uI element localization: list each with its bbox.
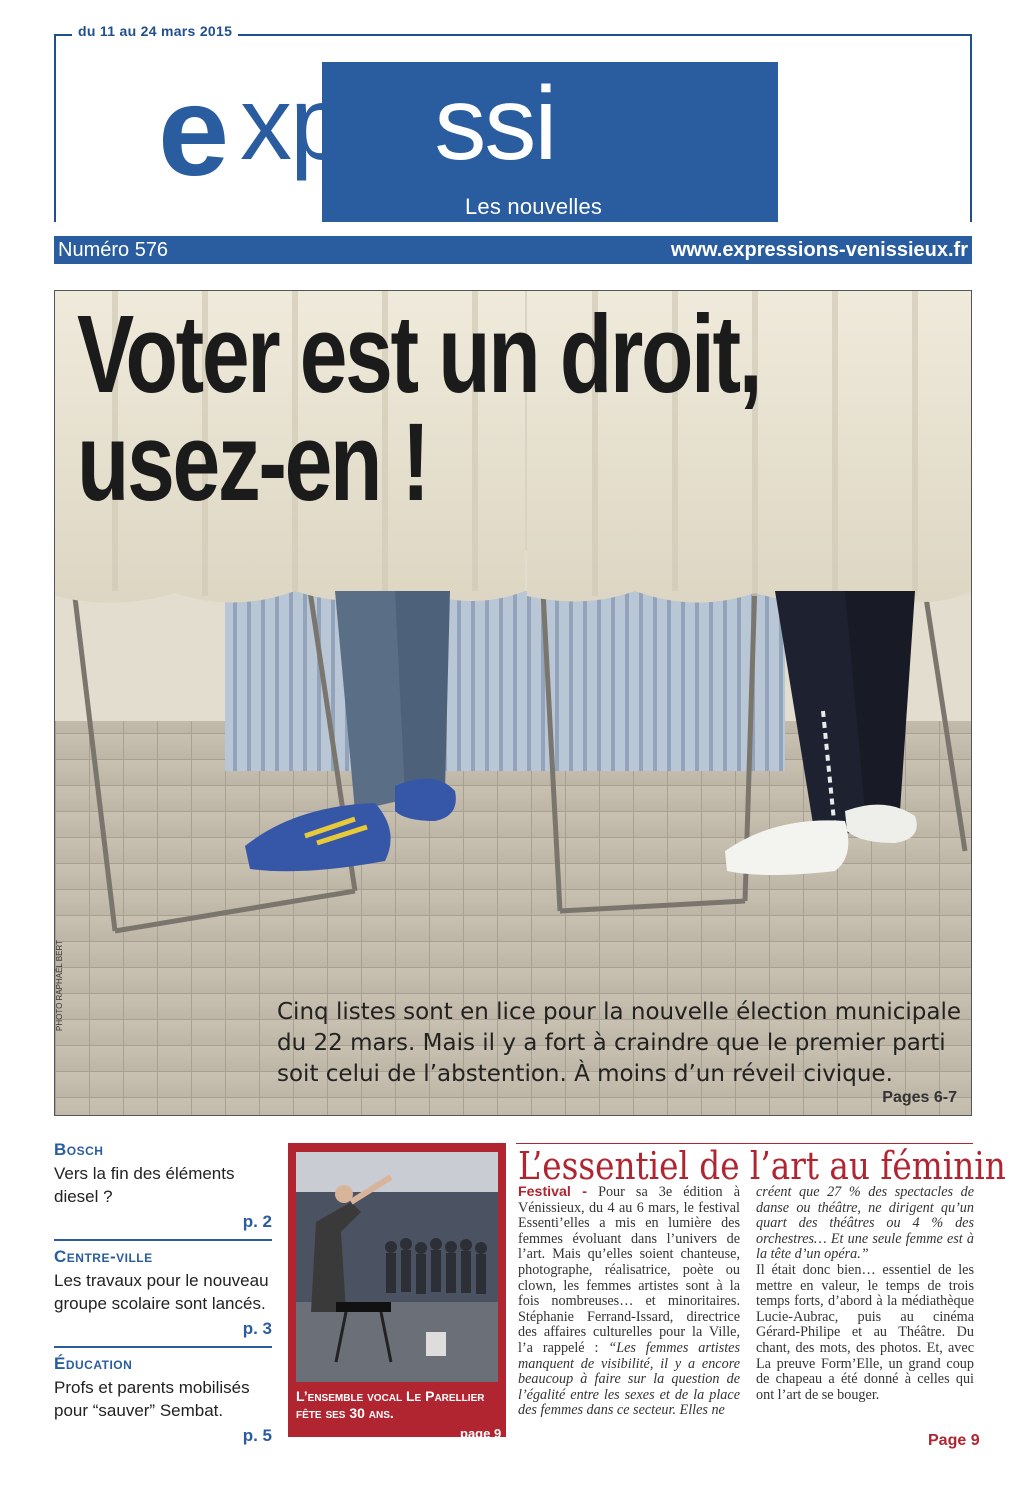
brief-text: Profs et parents mobilisés pour “sauver” Sembat. [54,1378,250,1420]
brief-title: Centre-ville [54,1247,153,1266]
hero-page-ref[interactable]: Pages 6-7 [882,1089,957,1106]
choir-photo [296,1152,498,1382]
logo-part-1: xpre [240,66,435,182]
tagline-part-1: Les nouvelles [465,194,603,219]
headline-line-2: usez-en ! [77,400,428,524]
photo-credit: PHOTO RAPHAËL BERT [55,940,64,1031]
choir-illustration [296,1152,498,1382]
article-kicker: Festival - [518,1184,588,1200]
article-col2-quote: créent que 27 % des spectacles de danse ou théâtre, ne dirigent qu’un quart des théâtres ou 4 % des orchestres… Et une seule femme est à la tête d’un opéra.” [756,1184,974,1263]
feature-caption [296,1388,500,1422]
briefs-column [54,1140,272,1446]
logo-part-3: ons [555,66,718,182]
brief-text: Les travaux pour le nouveau groupe scolaire sont lancés. [54,1271,269,1313]
logo-letter-e: e [158,60,226,203]
article-col1-text: Pour sa 3e édition à Vénissieux, du 4 au 6 mars, le festival Essenti’elles a mis en lumière des femmes évoluant dans l’univers de l’art. Mais qu’elles soient chanteuse, photographe, réalisatrice, poète ou clown, les femmes artistes sont à la fois nombreuses… et minoritaires. Stéphanie Ferrand-Issard, directrice des affaires culturelles pour la Ville, l’a rappelé : [518,1184,740,1356]
brief-page: p. 2 [242,1212,272,1231]
brief-title: Bosch [54,1140,104,1159]
brief-education[interactable] [54,1354,272,1446]
article-col2-text: Il était donc bien… essentiel de les mettre en valeur, le temps de trois temps forts, d’abord à la médiathèque Lucie-Aubrac, puis au cinéma Gérard-Philipe et au Théâtre. Du chant, des mots, des photos. Et, avec La preuve Form’Elle, un grand coup de chapeau a été donné à celles qui ont l’art de se bouger. [756,1261,974,1403]
issue-bar [54,236,972,264]
logo-part-2: ssi [434,66,556,182]
headline-line-1: Voter est un droit, [77,293,761,416]
feature-caption-line-2: fête ses 30 ans. [296,1405,394,1421]
headline [77,293,761,524]
brief-bosch[interactable] [54,1140,272,1232]
hero-photo [54,290,972,1116]
article-page-ref[interactable]: Page 9 [928,1432,980,1449]
feature-caption-line-1: L’ensemble vocal Le Parellier [296,1388,485,1404]
divider [54,1239,272,1241]
article-title: L’essentiel de l’art au féminin [518,1144,1006,1188]
divider [54,1346,272,1348]
article-column-1 [518,1185,740,1419]
brief-title: Éducation [54,1354,133,1373]
brief-centre-ville[interactable] [54,1247,272,1339]
brief-page: p. 5 [242,1426,272,1445]
article-column-2 [756,1185,974,1403]
article-col1-quote: “Les femmes artistes manquent de visibilité, il y a encore beaucoup à faire sur la question de l’égalité entre les sexes et de la place des femmes dans ce secteur. Elles ne [518,1339,741,1419]
logo-wordmark [240,66,718,182]
issue-date: du 11 au 24 mars 2015 [72,23,238,39]
tagline-part-2: de Vénissieux [602,194,749,219]
issue-number: Numéro 576 [58,239,169,261]
hero-caption: Cinq listes sont en lice pour la nouvelle élection municipale du 22 mars. Mais il y a fort à craindre que le premier parti soit celui de l’abstention. À moins d’un réveil civique. [277,999,962,1087]
tagline [465,194,748,220]
brief-page: p. 3 [242,1319,272,1338]
feature-page-ref[interactable]: page 9 [460,1426,502,1441]
website-link[interactable]: www.expressions-venissieux.fr [670,239,968,261]
brief-text: Vers la fin des éléments diesel ? [54,1164,235,1206]
